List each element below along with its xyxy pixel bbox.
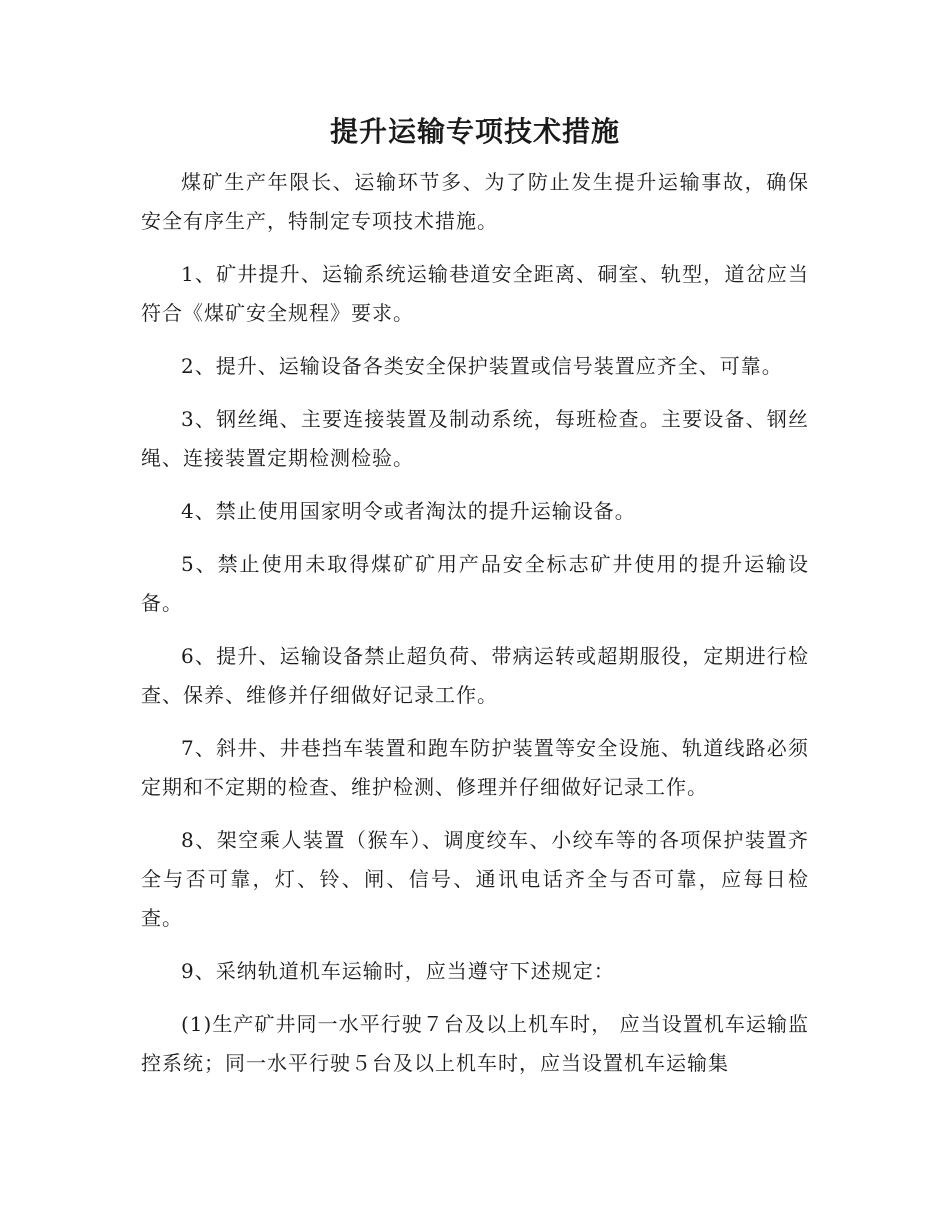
intro-paragraph: 煤矿生产年限长、运输环节多、为了防止发生提升运输事故，确保安全有序生产，特制定专项技术措施。 <box>141 170 809 233</box>
clause-2-paragraph: 2、提升、运输设备各类安全保护装置或信号装置应齐全、可靠。 <box>181 354 783 378</box>
clause-6-paragraph: 6、提升、运输设备禁止超负荷、带病运转或超期服役，定期进行检查、保养、维修并仔细做好记录工作。 <box>141 644 809 707</box>
clause-5-paragraph: 5、禁止使用未取得煤矿矿用产品安全标志矿井使用的提升运输设备。 <box>141 552 809 615</box>
clause-9-paragraph: 9、采纳轨道机车运输时，应当遵守下述规定： <box>181 959 615 983</box>
clause-3-paragraph: 3、钢丝绳、主要连接装置及制动系统，每班检查。主要设备、钢丝绳、连接装置定期检测检验。 <box>141 407 809 470</box>
clause-1-paragraph: 1、矿井提升、运输系统运输巷道安全距离、硐室、轨型，道岔应当符合《煤矿安全规程》要求。 <box>141 262 809 325</box>
clause-8-paragraph: 8、架空乘人装置（猴车）、调度绞车、小绞车等的各项保护装置齐全与否可靠，灯、铃、闸、信号、通讯电话齐全与否可靠，应每日检查。 <box>141 828 809 930</box>
clause-4-paragraph: 4、禁止使用国家明令或者淘汰的提升运输设备。 <box>181 499 636 523</box>
document-body <box>141 163 809 1097</box>
clause-7-paragraph: 7、斜井、井巷挡车装置和跑车防护装置等安全设施、轨道线路必须定期和不定期的检查、维护检测、修理并仔细做好记录工作。 <box>141 736 809 799</box>
document-title: 提升运输专项技术措施 <box>329 115 620 148</box>
clause-9-item-1-paragraph: (1)生产矿井同一水平行驶７台及以上机车时， 应当设置机车运输监控系统；同一水平行驶５台及以上机车时，应当设置机车运输集 <box>141 1012 809 1075</box>
